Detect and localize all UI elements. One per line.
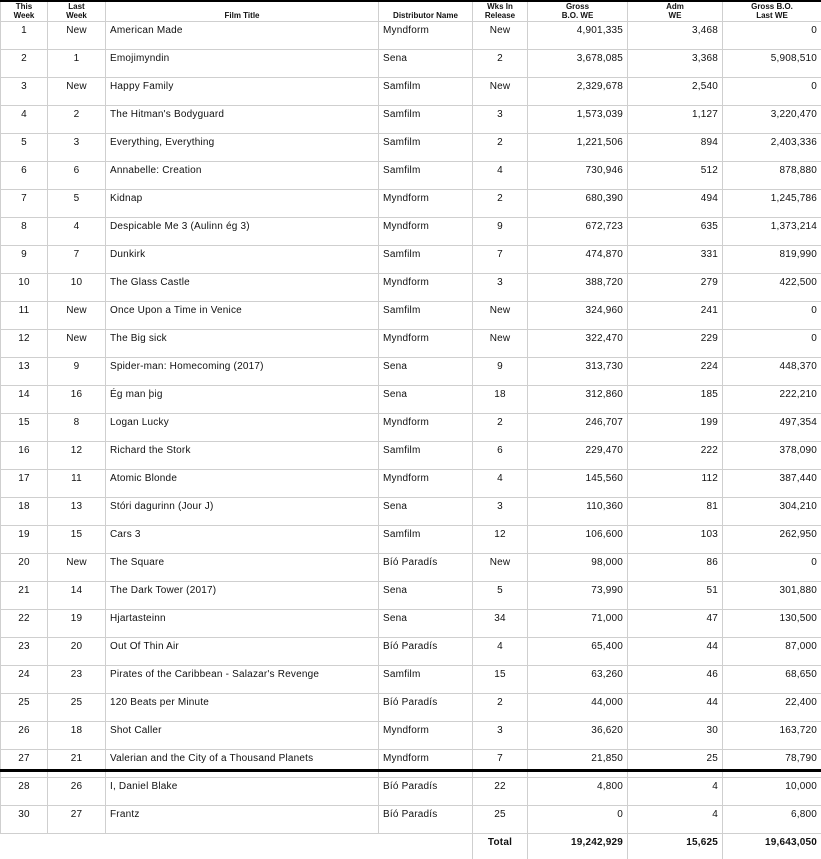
cell-last-week: 21 [48, 750, 106, 778]
cell-distributor: Myndform [379, 190, 473, 218]
cell-weeks-in-release: 2 [473, 50, 528, 78]
cell-last-week: New [48, 22, 106, 50]
cell-distributor: Sena [379, 50, 473, 78]
cell-film-title: The Big sick [106, 330, 379, 358]
cell-adm-we: 494 [628, 190, 723, 218]
cell-gross-last-we: 301,880 [723, 582, 821, 610]
cell-weeks-in-release: 7 [473, 246, 528, 274]
header-last-week: Last Week [48, 2, 106, 22]
cell-distributor: Samfilm [379, 442, 473, 470]
header-adm-we: Adm WE [628, 2, 723, 22]
cell-adm-we: 44 [628, 694, 723, 722]
cell-adm-we: 81 [628, 498, 723, 526]
cell-adm-we: 3,368 [628, 50, 723, 78]
table-row [1, 358, 821, 386]
cell-gross-bo-we: 1,221,506 [528, 134, 628, 162]
cell-film-title: Kidnap [106, 190, 379, 218]
cell-adm-we: 635 [628, 218, 723, 246]
cell-weeks-in-release: 34 [473, 610, 528, 638]
cell-distributor: Samfilm [379, 78, 473, 106]
cell-adm-we: 4 [628, 778, 723, 806]
cell-gross-bo-we: 4,901,335 [528, 22, 628, 50]
cell-gross-bo-we: 474,870 [528, 246, 628, 274]
cell-this-week: 16 [1, 442, 48, 470]
cell-weeks-in-release: 15 [473, 666, 528, 694]
cell-last-week: 10 [48, 274, 106, 302]
header-gross-last-we: Gross B.O. Last WE [723, 2, 821, 22]
table-row [1, 22, 821, 50]
cell-distributor: Samfilm [379, 526, 473, 554]
table-row [1, 218, 821, 246]
cell-gross-last-we: 87,000 [723, 638, 821, 666]
total-gross: 19,242,929 [528, 834, 628, 859]
cell-distributor: Sena [379, 610, 473, 638]
cell-gross-bo-we: 3,678,085 [528, 50, 628, 78]
cell-film-title: Once Upon a Time in Venice [106, 302, 379, 330]
header-film-title: Film Title [106, 2, 379, 22]
cell-film-title: The Dark Tower (2017) [106, 582, 379, 610]
cell-last-week: 19 [48, 610, 106, 638]
cell-last-week: 25 [48, 694, 106, 722]
cell-gross-last-we: 0 [723, 330, 821, 358]
cell-this-week: 7 [1, 190, 48, 218]
cell-gross-bo-we: 145,560 [528, 470, 628, 498]
cell-distributor: Bíó Paradís [379, 694, 473, 722]
cell-gross-bo-we: 21,850 [528, 750, 628, 778]
cell-this-week: 20 [1, 554, 48, 582]
cell-distributor: Myndform [379, 722, 473, 750]
cell-gross-bo-we: 2,329,678 [528, 78, 628, 106]
cell-last-week: 6 [48, 162, 106, 190]
cell-distributor: Samfilm [379, 666, 473, 694]
cell-adm-we: 279 [628, 274, 723, 302]
cell-film-title: Stóri dagurinn (Jour J) [106, 498, 379, 526]
cell-last-week: 2 [48, 106, 106, 134]
cell-last-week: 27 [48, 806, 106, 834]
cell-distributor: Sena [379, 358, 473, 386]
cell-gross-bo-we: 106,600 [528, 526, 628, 554]
cell-this-week: 12 [1, 330, 48, 358]
cell-gross-last-we: 163,720 [723, 722, 821, 750]
cell-weeks-in-release: 2 [473, 414, 528, 442]
cell-film-title: Richard the Stork [106, 442, 379, 470]
cell-weeks-in-release: 6 [473, 442, 528, 470]
cell-gross-bo-we: 110,360 [528, 498, 628, 526]
cell-this-week: 27 [1, 750, 48, 778]
cell-weeks-in-release: 3 [473, 498, 528, 526]
cell-this-week: 23 [1, 638, 48, 666]
total-row [1, 834, 821, 859]
cell-gross-bo-we: 4,800 [528, 778, 628, 806]
table-row [1, 274, 821, 302]
cell-last-week: 18 [48, 722, 106, 750]
cell-adm-we: 44 [628, 638, 723, 666]
cell-gross-bo-we: 36,620 [528, 722, 628, 750]
cell-adm-we: 1,127 [628, 106, 723, 134]
cell-distributor: Myndform [379, 22, 473, 50]
cell-weeks-in-release: New [473, 330, 528, 358]
table-row [1, 722, 821, 750]
cell-adm-we: 30 [628, 722, 723, 750]
cell-gross-last-we: 387,440 [723, 470, 821, 498]
cell-distributor: Sena [379, 386, 473, 414]
cell-gross-last-we: 6,800 [723, 806, 821, 834]
cell-adm-we: 46 [628, 666, 723, 694]
cell-gross-last-we: 78,790 [723, 750, 821, 778]
header-row [1, 2, 821, 22]
cell-adm-we: 894 [628, 134, 723, 162]
cell-film-title: Emojimyndin [106, 50, 379, 78]
cell-distributor: Samfilm [379, 134, 473, 162]
header-distributor: Distributor Name [379, 2, 473, 22]
cell-gross-bo-we: 312,860 [528, 386, 628, 414]
cell-distributor: Myndform [379, 470, 473, 498]
table-row [1, 386, 821, 414]
cell-weeks-in-release: 2 [473, 694, 528, 722]
cell-adm-we: 86 [628, 554, 723, 582]
cell-gross-bo-we: 680,390 [528, 190, 628, 218]
cell-film-title: Cars 3 [106, 526, 379, 554]
cell-film-title: Happy Family [106, 78, 379, 106]
cell-weeks-in-release: 5 [473, 582, 528, 610]
cell-last-week: 4 [48, 218, 106, 246]
cell-gross-last-we: 3,220,470 [723, 106, 821, 134]
cell-weeks-in-release: 9 [473, 358, 528, 386]
cell-gross-bo-we: 73,990 [528, 582, 628, 610]
cell-film-title: I, Daniel Blake [106, 778, 379, 806]
cell-gross-last-we: 2,403,336 [723, 134, 821, 162]
total-label: Total [473, 834, 528, 859]
cell-gross-last-we: 0 [723, 78, 821, 106]
cell-film-title: The Hitman's Bodyguard [106, 106, 379, 134]
cell-weeks-in-release: 18 [473, 386, 528, 414]
cell-gross-bo-we: 44,000 [528, 694, 628, 722]
table-row [1, 694, 821, 722]
cell-gross-last-we: 262,950 [723, 526, 821, 554]
cell-gross-last-we: 22,400 [723, 694, 821, 722]
cell-weeks-in-release: 25 [473, 806, 528, 834]
cell-last-week: 20 [48, 638, 106, 666]
cell-this-week: 2 [1, 50, 48, 78]
cell-this-week: 14 [1, 386, 48, 414]
cell-weeks-in-release: 2 [473, 134, 528, 162]
cell-gross-last-we: 1,373,214 [723, 218, 821, 246]
total-adm: 15,625 [628, 834, 723, 859]
cell-weeks-in-release: 22 [473, 778, 528, 806]
cell-last-week: 12 [48, 442, 106, 470]
cell-this-week: 8 [1, 218, 48, 246]
cell-weeks-in-release: 2 [473, 190, 528, 218]
cell-weeks-in-release: New [473, 554, 528, 582]
cell-adm-we: 241 [628, 302, 723, 330]
cell-film-title: Pirates of the Caribbean - Salazar's Revenge [106, 666, 379, 694]
cell-distributor: Myndform [379, 274, 473, 302]
cell-adm-we: 47 [628, 610, 723, 638]
cell-gross-bo-we: 246,707 [528, 414, 628, 442]
cell-weeks-in-release: 3 [473, 106, 528, 134]
total-gross-last: 19,643,050 [723, 834, 821, 859]
cell-film-title: Everything, Everything [106, 134, 379, 162]
cell-last-week: 8 [48, 414, 106, 442]
cell-film-title: Shot Caller [106, 722, 379, 750]
cell-distributor: Samfilm [379, 162, 473, 190]
header-this-week: This Week [1, 2, 48, 22]
cell-weeks-in-release: 3 [473, 722, 528, 750]
cell-last-week: 16 [48, 386, 106, 414]
cell-weeks-in-release: 4 [473, 162, 528, 190]
cell-gross-bo-we: 0 [528, 806, 628, 834]
cell-weeks-in-release: 12 [473, 526, 528, 554]
cell-weeks-in-release: New [473, 22, 528, 50]
cell-last-week: 14 [48, 582, 106, 610]
cell-weeks-in-release: 7 [473, 750, 528, 778]
header-weeks-in-release: Wks In Release [473, 2, 528, 22]
cell-film-title: Out Of Thin Air [106, 638, 379, 666]
cell-gross-last-we: 304,210 [723, 498, 821, 526]
table-row [1, 638, 821, 666]
cell-film-title: Valerian and the City of a Thousand Planets [106, 750, 379, 778]
cell-adm-we: 25 [628, 750, 723, 778]
cell-adm-we: 331 [628, 246, 723, 274]
cell-weeks-in-release: New [473, 78, 528, 106]
cell-gross-last-we: 819,990 [723, 246, 821, 274]
table-row [1, 470, 821, 498]
table-row [1, 190, 821, 218]
cell-distributor: Samfilm [379, 302, 473, 330]
cell-gross-last-we: 422,500 [723, 274, 821, 302]
cell-this-week: 4 [1, 106, 48, 134]
cell-this-week: 3 [1, 78, 48, 106]
cell-gross-last-we: 5,908,510 [723, 50, 821, 78]
cell-film-title: The Glass Castle [106, 274, 379, 302]
cell-film-title: The Square [106, 554, 379, 582]
table-row [1, 610, 821, 638]
cell-this-week: 30 [1, 806, 48, 834]
cell-weeks-in-release: 9 [473, 218, 528, 246]
cell-adm-we: 229 [628, 330, 723, 358]
cell-gross-last-we: 222,210 [723, 386, 821, 414]
cell-this-week: 6 [1, 162, 48, 190]
cell-gross-bo-we: 313,730 [528, 358, 628, 386]
cell-adm-we: 103 [628, 526, 723, 554]
cell-film-title: Spider-man: Homecoming (2017) [106, 358, 379, 386]
cell-last-week: 23 [48, 666, 106, 694]
cell-distributor: Sena [379, 582, 473, 610]
cell-gross-last-we: 497,354 [723, 414, 821, 442]
table-row [1, 498, 821, 526]
cell-this-week: 24 [1, 666, 48, 694]
cell-gross-last-we: 0 [723, 302, 821, 330]
cell-adm-we: 185 [628, 386, 723, 414]
cell-distributor: Bíó Paradís [379, 554, 473, 582]
table-row [1, 78, 821, 106]
cell-film-title: Dunkirk [106, 246, 379, 274]
cell-film-title: Despicable Me 3 (Aulinn ég 3) [106, 218, 379, 246]
cell-this-week: 10 [1, 274, 48, 302]
cell-distributor: Samfilm [379, 246, 473, 274]
cell-film-title: Atomic Blonde [106, 470, 379, 498]
table-row [1, 134, 821, 162]
cell-distributor: Bíó Paradís [379, 778, 473, 806]
cell-distributor: Bíó Paradís [379, 638, 473, 666]
table-row [1, 442, 821, 470]
cell-this-week: 15 [1, 414, 48, 442]
cell-gross-last-we: 0 [723, 554, 821, 582]
cell-gross-last-we: 878,880 [723, 162, 821, 190]
cell-gross-bo-we: 1,573,039 [528, 106, 628, 134]
cell-gross-bo-we: 672,723 [528, 218, 628, 246]
cell-adm-we: 222 [628, 442, 723, 470]
table-row [1, 246, 821, 274]
cell-film-title: Annabelle: Creation [106, 162, 379, 190]
cell-film-title: Logan Lucky [106, 414, 379, 442]
cell-gross-bo-we: 98,000 [528, 554, 628, 582]
cell-last-week: 11 [48, 470, 106, 498]
cell-film-title: 120 Beats per Minute [106, 694, 379, 722]
cell-weeks-in-release: 4 [473, 638, 528, 666]
cell-gross-last-we: 0 [723, 22, 821, 50]
cell-adm-we: 4 [628, 806, 723, 834]
cell-this-week: 25 [1, 694, 48, 722]
table-row [1, 302, 821, 330]
cell-weeks-in-release: 3 [473, 274, 528, 302]
cell-last-week: 15 [48, 526, 106, 554]
cell-gross-bo-we: 71,000 [528, 610, 628, 638]
cell-gross-bo-we: 730,946 [528, 162, 628, 190]
cell-last-week: 7 [48, 246, 106, 274]
cell-gross-bo-we: 229,470 [528, 442, 628, 470]
box-office-table [0, 2, 821, 859]
cell-distributor: Myndform [379, 218, 473, 246]
cell-last-week: New [48, 330, 106, 358]
cell-gross-last-we: 68,650 [723, 666, 821, 694]
cell-this-week: 21 [1, 582, 48, 610]
cell-this-week: 19 [1, 526, 48, 554]
cell-gross-bo-we: 322,470 [528, 330, 628, 358]
cell-distributor: Bíó Paradís [379, 806, 473, 834]
cell-distributor: Myndform [379, 414, 473, 442]
cell-distributor: Myndform [379, 750, 473, 778]
cell-distributor: Myndform [379, 330, 473, 358]
cell-this-week: 26 [1, 722, 48, 750]
table-row [1, 162, 821, 190]
cell-last-week: 26 [48, 778, 106, 806]
cell-distributor: Sena [379, 498, 473, 526]
table-row [1, 414, 821, 442]
cell-gross-last-we: 1,245,786 [723, 190, 821, 218]
cell-last-week: 5 [48, 190, 106, 218]
cell-last-week: 9 [48, 358, 106, 386]
cell-film-title: Ég man þig [106, 386, 379, 414]
cell-this-week: 9 [1, 246, 48, 274]
cell-adm-we: 3,468 [628, 22, 723, 50]
table-row [1, 750, 821, 778]
header-gross-bo-we: Gross B.O. WE [528, 2, 628, 22]
cell-this-week: 13 [1, 358, 48, 386]
cell-adm-we: 199 [628, 414, 723, 442]
cell-this-week: 17 [1, 470, 48, 498]
table-row [1, 330, 821, 358]
cell-this-week: 22 [1, 610, 48, 638]
cell-this-week: 5 [1, 134, 48, 162]
table-row [1, 806, 821, 834]
cell-adm-we: 512 [628, 162, 723, 190]
cell-gross-last-we: 130,500 [723, 610, 821, 638]
cell-film-title: Frantz [106, 806, 379, 834]
cell-last-week: New [48, 554, 106, 582]
cell-gross-last-we: 448,370 [723, 358, 821, 386]
cell-last-week: 1 [48, 50, 106, 78]
table-row [1, 778, 821, 806]
cell-weeks-in-release: 4 [473, 470, 528, 498]
cell-adm-we: 51 [628, 582, 723, 610]
cell-gross-bo-we: 324,960 [528, 302, 628, 330]
cell-this-week: 18 [1, 498, 48, 526]
table-row [1, 526, 821, 554]
cell-this-week: 11 [1, 302, 48, 330]
cell-gross-bo-we: 388,720 [528, 274, 628, 302]
cell-adm-we: 224 [628, 358, 723, 386]
table-row [1, 106, 821, 134]
table-row [1, 666, 821, 694]
cell-last-week: New [48, 302, 106, 330]
cell-gross-last-we: 378,090 [723, 442, 821, 470]
cell-adm-we: 112 [628, 470, 723, 498]
table-row [1, 50, 821, 78]
cell-film-title: Hjartasteinn [106, 610, 379, 638]
cell-last-week: 3 [48, 134, 106, 162]
cell-this-week: 1 [1, 22, 48, 50]
cell-distributor: Samfilm [379, 106, 473, 134]
cell-gross-bo-we: 63,260 [528, 666, 628, 694]
table-row [1, 554, 821, 582]
table-row [1, 582, 821, 610]
cell-film-title: American Made [106, 22, 379, 50]
cell-this-week: 28 [1, 778, 48, 806]
cell-last-week: New [48, 78, 106, 106]
cell-gross-bo-we: 65,400 [528, 638, 628, 666]
cell-weeks-in-release: New [473, 302, 528, 330]
cell-last-week: 13 [48, 498, 106, 526]
cell-adm-we: 2,540 [628, 78, 723, 106]
cell-gross-last-we: 10,000 [723, 778, 821, 806]
